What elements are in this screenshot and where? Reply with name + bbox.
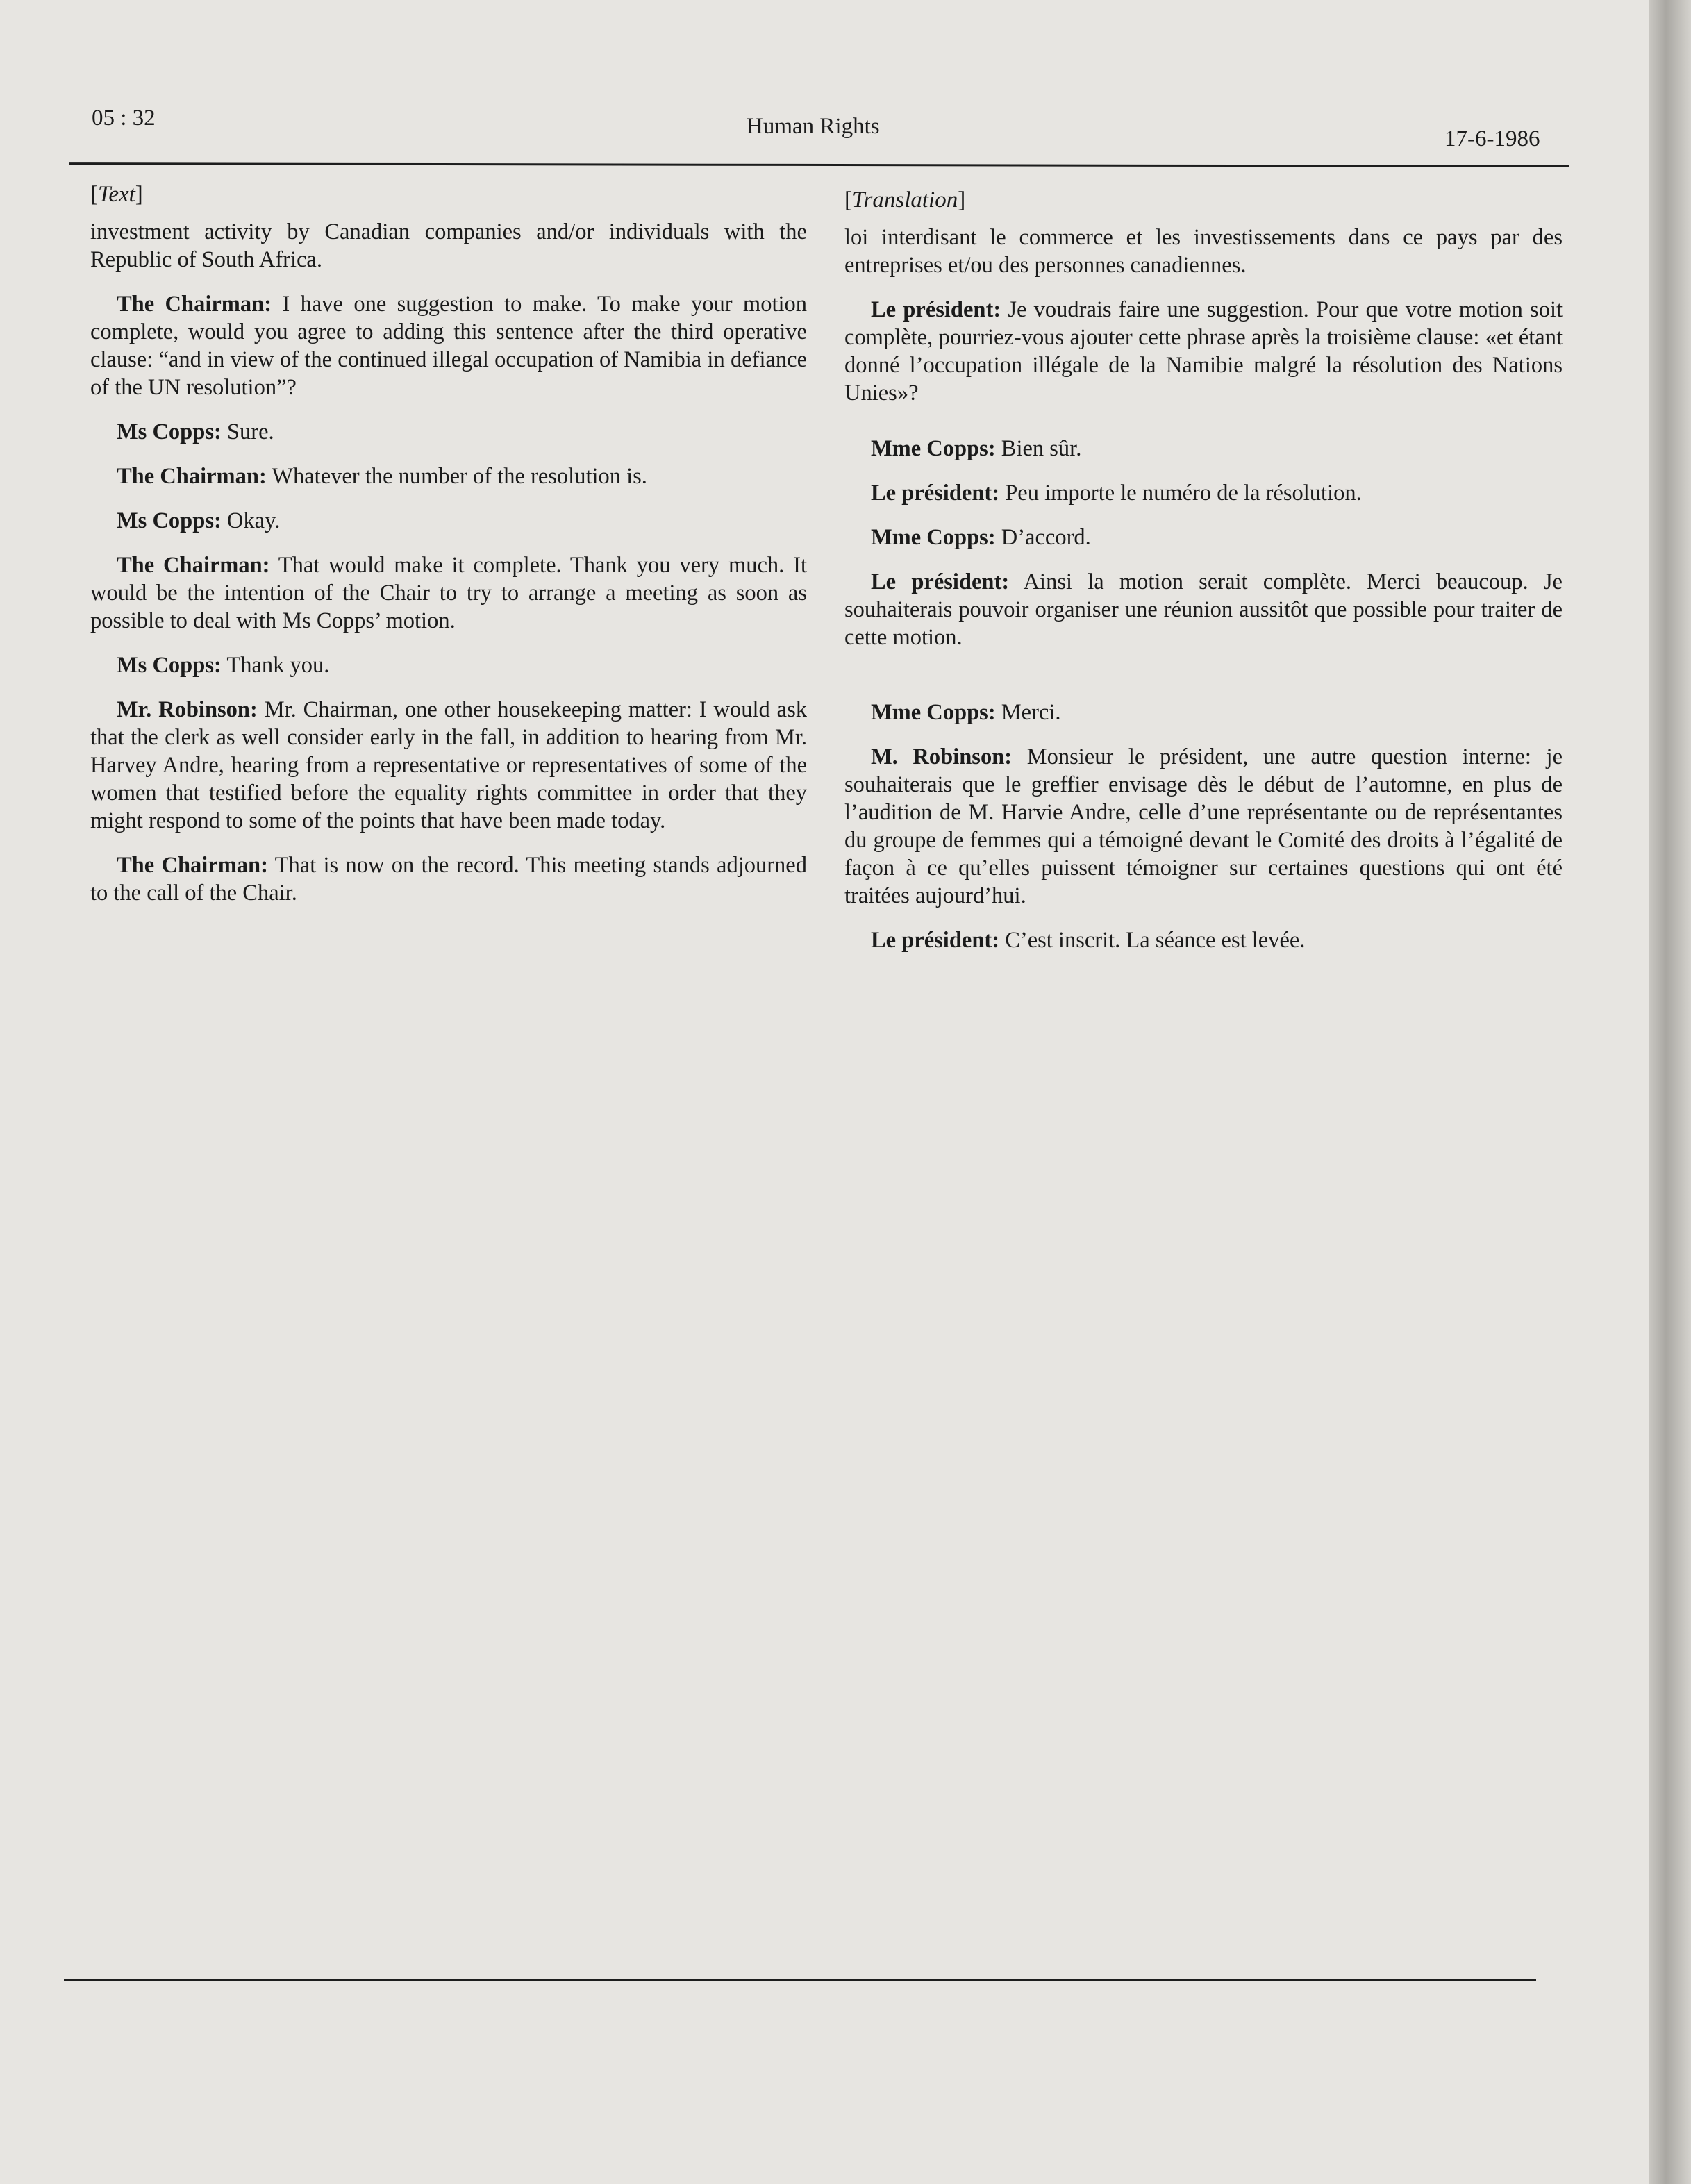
paragraph: investment activity by Canadian companies and/or individuals with the Republic of South Africa. (90, 219, 807, 272)
speaker-label: Mme Copps: (871, 700, 996, 725)
paragraph: The Chairman: That would make it complete. Thank you very much. It would be the intention of the Chair to try to arrange a meeting as soon as possible to deal with Ms Copps’ motion. (90, 553, 807, 633)
english-column-tag: [Text] (90, 182, 143, 207)
spacer (844, 424, 1563, 435)
speaker-label: Ms Copps: (117, 419, 222, 444)
speaker-label: Le président: (871, 481, 1000, 506)
speaker-label: Le président: (871, 569, 1010, 594)
speaker-label: Ms Copps: (117, 508, 222, 533)
paragraph: Le président: Je voudrais faire une suggestion. Pour que votre motion soit complète, pourriez-vous ajouter cette phrase après la troisième clause: «et étant donné l’occupation illégale de la Namibie malgré la résolution des Nations Unies»? (844, 297, 1563, 406)
speaker-label: Mme Copps: (871, 436, 996, 461)
running-title: Human Rights (747, 114, 880, 139)
paragraph: Ms Copps: Okay. (117, 508, 281, 533)
speaker-label: The Chairman: (117, 853, 268, 878)
speaker-label: The Chairman: (117, 292, 272, 317)
french-column-tag: [Translation] (844, 187, 966, 212)
paragraph: M. Robinson: Monsieur le président, une autre question interne: je souhaiterais que le greffier envisage dès le début de l’automne, en plus de l’audition de M. Harvie Andre, celle d’une représentante ou de représentantes du groupe de femmes qui a témoigné devant le Comité des droits à l’égalité de façon à ce qu’elles puissent témoigner sur certaines questions qui ont été traitées aujourd’hui. (844, 744, 1563, 908)
paragraph: The Chairman: Whatever the number of the resolution is. (117, 464, 647, 489)
speaker-label: Le président: (871, 928, 1000, 953)
spacer (844, 668, 1563, 699)
speaker-label: Ms Copps: (117, 653, 222, 678)
paragraph: The Chairman: That is now on the record. This meeting stands adjourned to the call of the Chair. (90, 853, 807, 906)
speaker-label: Mr. Robinson: (117, 697, 258, 722)
page-number: 05 : 32 (92, 106, 156, 131)
paragraph: Mme Copps: Merci. (871, 700, 1061, 725)
speaker-label: Le président: (871, 297, 1001, 322)
paragraph: Mme Copps: D’accord. (871, 525, 1091, 550)
speaker-label: Mme Copps: (871, 525, 996, 550)
paragraph: Le président: Peu importe le numéro de la résolution. (871, 481, 1362, 506)
paragraph: Le président: C’est inscrit. La séance est levée. (871, 928, 1306, 953)
book-binding-edge (1649, 0, 1691, 2184)
english-column (90, 181, 807, 924)
paragraph: Ms Copps: Sure. (117, 419, 274, 444)
paragraph: Mme Copps: Bien sûr. (871, 436, 1082, 461)
paragraph: loi interdisant le commerce et les investissements dans ce pays par des entreprises et/ou des personnes canadiennes. (844, 225, 1563, 278)
french-column (844, 186, 1563, 971)
footer-rule (64, 1979, 1536, 1981)
speaker-label: The Chairman: (117, 464, 267, 489)
paragraph: Le président: Ainsi la motion serait complète. Merci beaucoup. Je souhaiterais pouvoir organiser une réunion aussitôt que possible pour traiter de cette motion. (844, 569, 1563, 650)
header-rule (69, 162, 1569, 167)
page-date: 17-6-1986 (1444, 126, 1540, 151)
paragraph: The Chairman: I have one suggestion to make. To make your motion complete, would you agree to adding this sentence after the third operative clause: “and in view of the continued illegal occupation of Namibia in defiance of the UN resolution”? (90, 292, 808, 400)
paragraph: Ms Copps: Thank you. (117, 653, 330, 678)
paragraph: Mr. Robinson: Mr. Chairman, one other housekeeping matter: I would ask that the clerk as well consider early in the fall, in addition to hearing from Mr. Harvey Andre, hearing from a representative or representatives of some of the women that testified before the equality rights committee in order that they might respond to some of the points that have been made today. (90, 697, 807, 833)
speaker-label: The Chairman: (117, 553, 270, 578)
speaker-label: M. Robinson: (871, 744, 1013, 769)
